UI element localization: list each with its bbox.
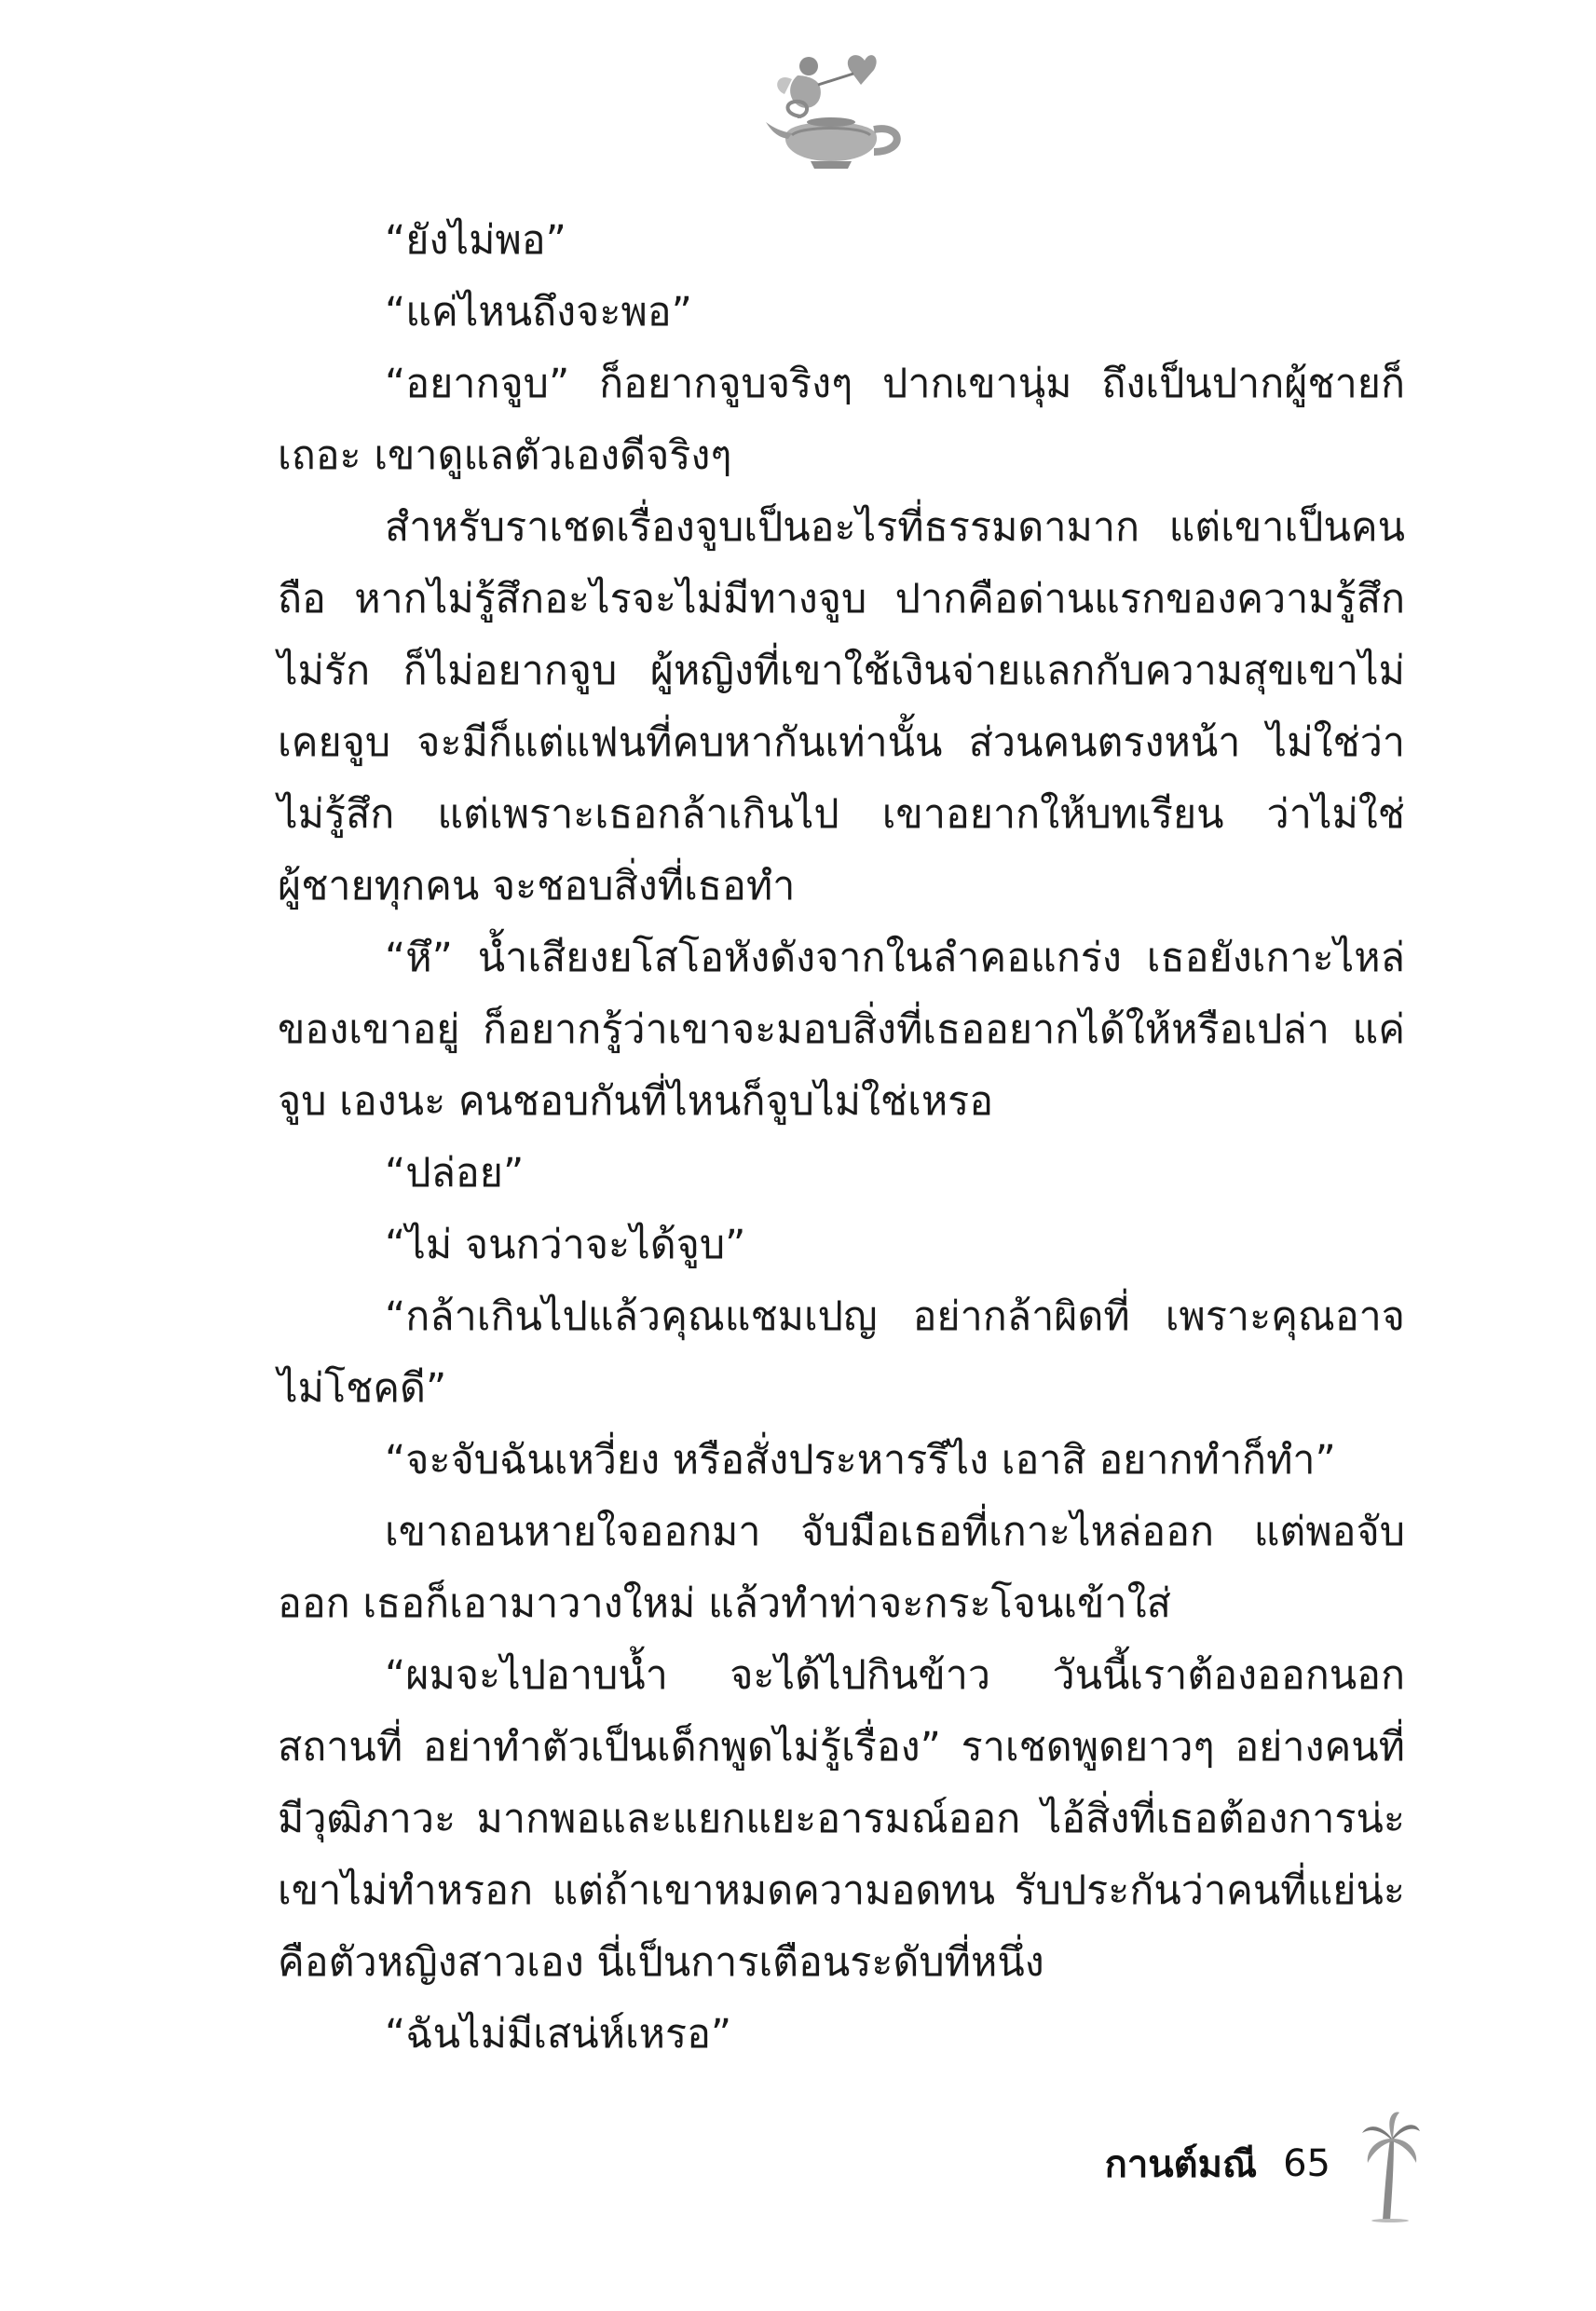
- page-footer: [1105, 2136, 1330, 2192]
- paragraph: “กล้าเกินไปแล้วคุณแชมเปญ อย่ากล้าผิดที่ เพราะคุณอาจ ไม่โชคดี”: [278, 1293, 1405, 1412]
- page-number: 65: [1283, 2142, 1330, 2185]
- paragraph: “ไม่ จนกว่าจะได้จูบ”: [385, 1222, 746, 1268]
- paragraph: “ผมจะไปอาบน้ำ จะได้ไปกินข้าว วันนี้เราต้องออกนอกสถานที่ อย่าทำตัวเป็นเด็กพูดไม่รู้เรื่อง” ราเชดพูดยาวๆ อย่างคนที่มีวุฒิภาวะ มากพอและแยกแยะอารมณ์ออก ไอ้สิ่งที่เธอต้องการน่ะเขาไม่ทำหรอก แต่ถ้าเขาหมดความอดทน รับประกันว่าคนที่แย่น่ะคือตัวหญิงสาวเอง นี่เป็นการเตือนระดับที่หนึ่ง: [278, 1652, 1405, 1986]
- book-title: กานต์มณี: [1104, 2143, 1258, 2186]
- paragraph: “แค่ไหนถึงจะพอ”: [385, 289, 692, 335]
- paragraph: สำหรับราเชดเรื่องจูบเป็นอะไรที่ธรรมดามาก แต่เขาเป็นคนถือ หากไม่รู้สึกอะไรจะไม่มีทางจูบ ปากคือด่านแรกของความรู้สึก ไม่รัก ก็ไม่อยากจูบ ผู้หญิงที่เขาใช้เงินจ่ายแลกกับความสุขเขาไม่เคยจูบ จะมีก็แต่แฟนที่คบหากันเท่านั้น ส่วนคนตรงหน้า ไม่ใช่ว่าไม่รู้สึก แต่เพราะเธอกล้าเกินไป เขาอยากให้บทเรียน ว่าไม่ใช่ผู้ชายทุกคน จะชอบสิ่งที่เธอทำ: [278, 504, 1405, 909]
- cupid-teapot-ornament-icon: [764, 51, 913, 172]
- paragraph: “ฉันไม่มีเสน่ห์เหรอ”: [385, 2011, 732, 2058]
- paragraph: “อยากจูบ” ก็อยากจูบจริงๆ ปากเขานุ่ม ถึงเป็นปากผู้ชายก็เถอะ เขาดูแลตัวเองดีจริงๆ: [278, 361, 1405, 479]
- paragraph: “หึ” น้ำเสียงยโสโอหังดังจากในลำคอแกร่ง เธอยังเกาะไหล่ ของเขาอยู่ ก็อยากรู้ว่าเขาจะมอบสิ่งที่เธออยากได้ให้หรือเปล่า แค่จูบ เองนะ คนชอบกันที่ไหนก็จูบไม่ใช่เหรอ: [278, 935, 1405, 1125]
- paragraph: เขาถอนหายใจออกมา จับมือเธอที่เกาะไหล่ออก แต่พอจับออก เธอก็เอามาวางใหม่ แล้วทำท่าจะกระโจนเข้าใส่: [278, 1509, 1405, 1627]
- paragraph: “ยังไม่พอ”: [385, 217, 566, 264]
- paragraph: “ปล่อย”: [385, 1150, 525, 1197]
- palm-tree-icon: [1362, 2111, 1420, 2222]
- chapter-text: [278, 205, 1405, 2071]
- paragraph: “จะจับฉันเหวี่ยง หรือสั่งประหารรึไง เอาสิ อยากทำก็ทำ”: [385, 1437, 1336, 1484]
